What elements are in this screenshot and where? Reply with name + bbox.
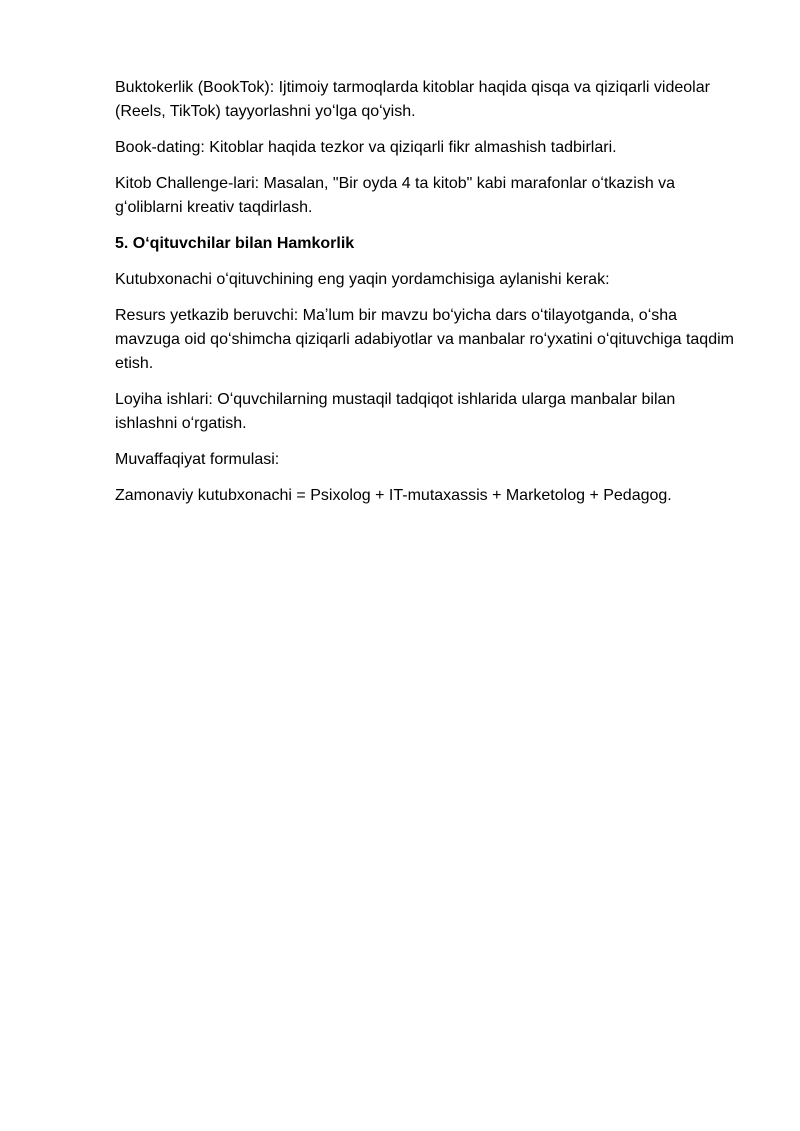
- paragraph-librarian-assistant: Kutubxonachi oʻqituvchining eng yaqin yordamchisiga aylanishi kerak:: [115, 271, 610, 288]
- paragraph-book-challenge: Kitob Challenge-lari: Masalan, "Bir oyda 4 ta kitob" kabi marafonlar oʻtkazish va gʻoliblarni kreativ taqdirlash.: [115, 175, 676, 216]
- document-page: [115, 76, 740, 520]
- paragraph-success-formula: Zamonaviy kutubxonachi = Psixolog + IT-mutaxassis + Marketolog + Pedagog.: [115, 487, 672, 504]
- paragraph-resource-provider: Resurs yetkazib beruvchi: Maʼlum bir mavzu boʻyicha dars oʻtilayotganda, oʻsha mavzuga oid qoʻshimcha qiziqarli adabiyotlar va manbalar roʻyxatini oʻqituvchiga taqdim etish.: [115, 307, 734, 372]
- paragraph-project-work: Loyiha ishlari: Oʻquvchilarning mustaqil tadqiqot ishlarida ularga manbalar bilan ishlashni oʻrgatish.: [115, 391, 676, 432]
- paragraph-booktok: Buktokerlik (BookTok): Ijtimoiy tarmoqlarda kitoblar haqida qisqa va qiziqarli videolar (Reels, TikTok) tayyorlashni yoʻlga qoʻyish.: [115, 79, 710, 120]
- section-heading-teacher-collaboration: 5. Oʻqituvchilar bilan Hamkorlik: [115, 235, 355, 252]
- paragraph-book-dating: Book-dating: Kitoblar haqida tezkor va qiziqarli fikr almashish tadbirlari.: [115, 139, 617, 156]
- paragraph-success-formula-label: Muvaffaqiyat formulasi:: [115, 451, 280, 468]
